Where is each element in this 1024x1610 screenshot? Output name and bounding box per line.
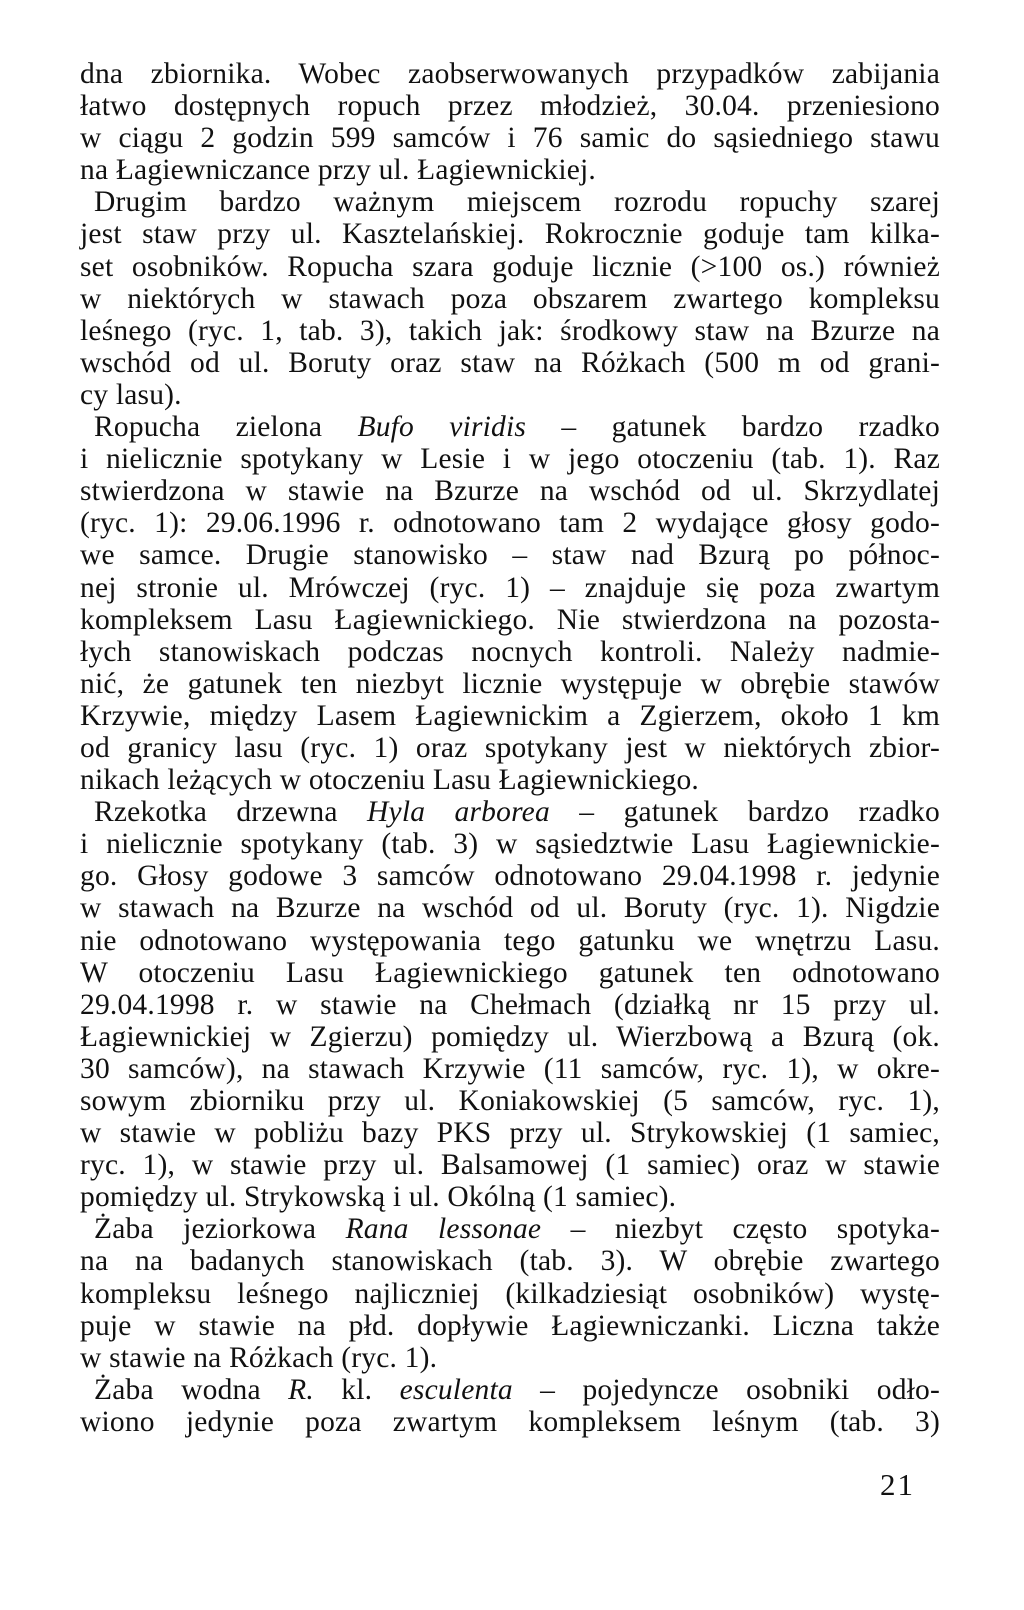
text-line: nie odnotowano występowania tego gatunku we wnętrzu Lasu. — [80, 924, 940, 957]
text-line: łych stanowiskach podczas nocnych kontroli. Należy nadmie- — [80, 635, 940, 668]
text-line: (ryc. 1): 29.06.1996 r. odnotowano tam 2 wydające głosy godo- — [80, 507, 940, 540]
text-span: kl. — [313, 1373, 400, 1406]
species-name: Rana lessonae — [345, 1213, 542, 1246]
text-line: leśnego (ryc. 1, tab. 3), takich jak: środkowy staw na Bzurze na — [80, 314, 940, 347]
text-line: na Łagiewniczance przy ul. Łagiewnickiej. — [80, 154, 597, 187]
text-span: – niezbyt często spotyka- — [541, 1213, 940, 1246]
text-line: na na badanych stanowiskach (tab. 3). W obrębie zwartego — [80, 1245, 940, 1278]
text-line — [80, 1374, 940, 1406]
text-line: Drugim bardzo ważnym miejscem rozrodu ropuchy szarej — [94, 186, 940, 219]
text-line: go. Głosy godowe 3 samców odnotowano 29.04.1998 r. jedynie — [80, 860, 940, 893]
species-name: R. — [288, 1373, 314, 1406]
text-line — [80, 411, 940, 443]
text-line: puje w stawie na płd. dopływie Łagiewniczanki. Liczna także — [80, 1309, 940, 1342]
text-line: pomiędzy ul. Strykowską i ul. Okólną (1 samiec). — [80, 1181, 677, 1214]
text-span: Rzekotka drzewna — [94, 796, 368, 829]
text-line: nej stronie ul. Mrówczej (ryc. 1) – znajduje się poza zwartym — [80, 571, 940, 604]
document-page — [80, 58, 940, 1438]
text-line: wiono jedynie poza zwartym kompleksem leśnym (tab. 3) — [80, 1405, 940, 1438]
text-line: Łagiewnickiej w Zgierzu) pomiędzy ul. Wierzbową a Bzurą (ok. — [80, 1020, 940, 1053]
text-line: i nielicznie spotykany (tab. 3) w sąsiedztwie Lasu Łagiewnickie- — [80, 828, 940, 861]
text-line: ryc. 1), w stawie przy ul. Balsamowej (1 samiec) oraz w stawie — [80, 1149, 940, 1182]
page-number: 21 — [880, 1467, 915, 1502]
text-line: 29.04.1998 r. w stawie na Chełmach (działką nr 15 przy ul. — [80, 988, 940, 1021]
text-line: nikach leżących w otoczeniu Lasu Łagiewnickiego. — [80, 764, 700, 797]
text-line: we samce. Drugie stanowisko – staw nad Bzurą po północ- — [80, 539, 940, 572]
text-line: Krzywie, między Lasem Łagiewnickim a Zgierzem, około 1 km — [80, 699, 940, 732]
text-line: jest staw przy ul. Kasztelańskiej. Rokrocznie goduje tam kilka- — [80, 218, 940, 251]
text-line: w ciągu 2 godzin 599 samców i 76 samic do sąsiedniego stawu — [80, 122, 940, 155]
text-line: w stawie w pobliżu bazy PKS przy ul. Strykowskiej (1 samiec, — [80, 1117, 940, 1150]
text-line: nić, że gatunek ten niezbyt licznie występuje w obrębie stawów — [80, 667, 940, 700]
text-span: Żaba jeziorkowa — [94, 1213, 346, 1246]
text-span: – pojedyncze osobniki odło- — [512, 1373, 941, 1406]
text-line: cy lasu). — [80, 378, 182, 411]
text-line: kompleksem Lasu Łagiewnickiego. Nie stwierdzona na pozosta- — [80, 603, 940, 636]
text-line: W otoczeniu Lasu Łagiewnickiego gatunek ten odnotowano — [80, 956, 940, 989]
species-name: esculenta — [399, 1373, 513, 1406]
species-name: Hyla arborea — [367, 796, 550, 829]
text-line — [80, 796, 940, 828]
text-span: – gatunek bardzo rzadko — [526, 411, 940, 444]
text-span: Żaba wodna — [94, 1373, 289, 1406]
text-span: Ropucha zielona — [94, 411, 358, 444]
text-line: set osobników. Ropucha szara goduje licznie (>100 os.) również — [80, 250, 940, 283]
text-line — [80, 1213, 940, 1245]
text-line: kompleksu leśnego najliczniej (kilkadziesiąt osobników) wystę- — [80, 1277, 940, 1310]
text-line: w stawach na Bzurze na wschód od ul. Boruty (ryc. 1). Nigdzie — [80, 892, 940, 925]
text-line: stwierdzona w stawie na Bzurze na wschód od ul. Skrzydlatej — [80, 475, 940, 508]
text-line: 30 samców), na stawach Krzywie (11 samców, ryc. 1), w okre- — [80, 1052, 940, 1085]
text-line: dna zbiornika. Wobec zaobserwowanych przypadków zabijania — [80, 58, 940, 90]
text-line: w stawie na Różkach (ryc. 1). — [80, 1341, 438, 1374]
body-text — [80, 58, 940, 1438]
text-line: od granicy lasu (ryc. 1) oraz spotykany jest w niektórych zbior- — [80, 731, 940, 764]
text-line: i nielicznie spotykany w Lesie i w jego otoczeniu (tab. 1). Raz — [80, 443, 940, 476]
text-line: wschód od ul. Boruty oraz staw na Różkach (500 m od grani- — [80, 346, 940, 379]
species-name: Bufo viridis — [357, 411, 527, 444]
text-line: w niektórych w stawach poza obszarem zwartego kompleksu — [80, 282, 940, 315]
text-span: – gatunek bardzo rzadko — [549, 796, 940, 829]
text-line: sowym zbiorniku przy ul. Koniakowskiej (5 samców, ryc. 1), — [80, 1085, 940, 1117]
text-line: łatwo dostępnych ropuch przez młodzież, 30.04. przeniesiono — [80, 90, 940, 123]
